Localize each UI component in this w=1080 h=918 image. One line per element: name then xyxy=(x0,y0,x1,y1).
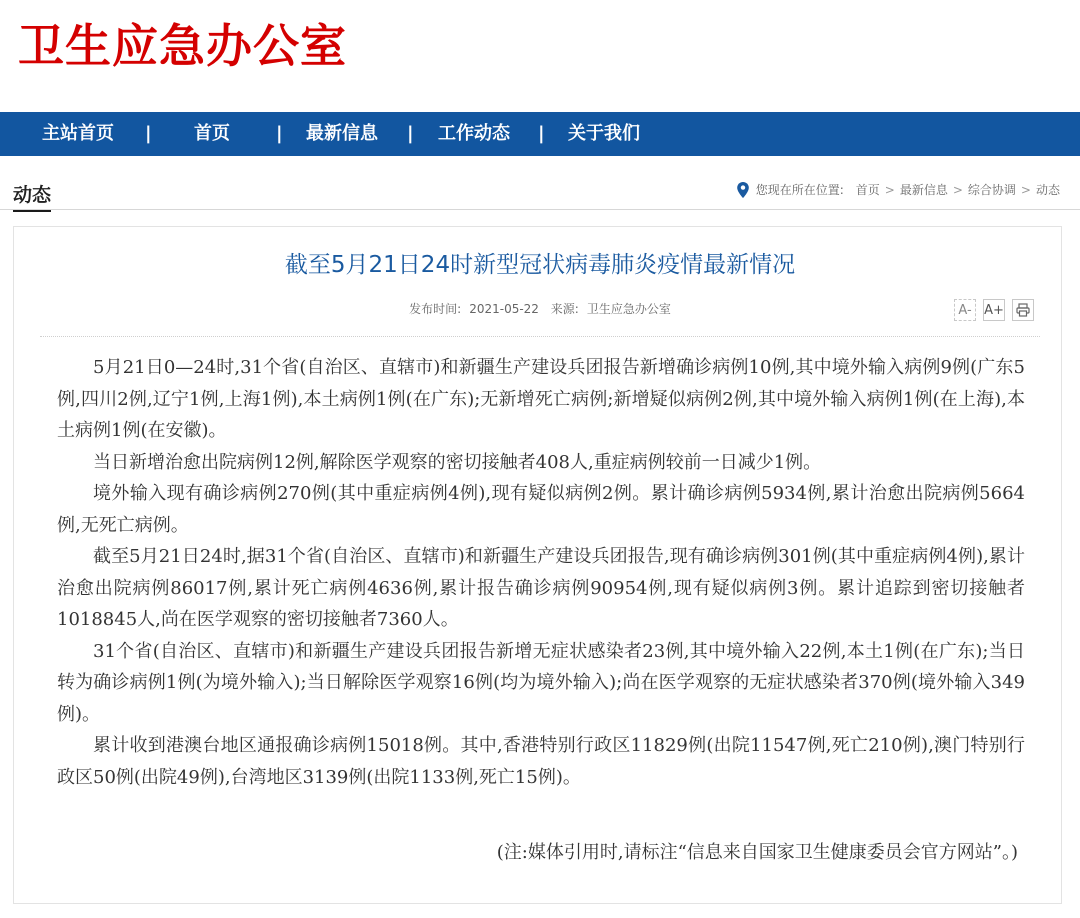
meta-divider xyxy=(40,336,1040,338)
article-paragraph: 31个省(自治区、直辖市)和新疆生产建设兵团报告新增无症状感染者23例,其中境外输入22例,本土1例(在广东);当日转为确诊病例1例(为境外输入);当日解除医学观察16例(均为境外输入);尚在医学观察的无症状感染者370例(境外输入349例)。 xyxy=(57,640,1025,725)
media-note: (注:媒体引用时,请标注“信息来自国家卫生健康委员会官方网站”。) xyxy=(496,842,1018,863)
section-title: 动态 xyxy=(13,180,51,212)
site-logo[interactable]: 卫生应急办公室 xyxy=(18,19,347,73)
article-paragraph: 境外输入现有确诊病例270例(其中重症病例4例),现有疑似病例2例。累计确诊病例5934例,累计治愈出院病例5664例,无死亡病例。 xyxy=(57,483,1025,536)
publish-date: 2021-05-22 xyxy=(469,302,539,316)
breadcrumb-separator: > xyxy=(952,182,963,197)
nav-separator: | xyxy=(407,123,414,144)
article-paragraph: 5月21日0—24时,31个省(自治区、直辖市)和新疆生产建设兵团报告新增确诊病例10例,其中境外输入病例9例(广东5例,四川2例,辽宁1例,上海1例),本土病例1例(在广东);无新增死亡病例;新增疑似病例2例,其中境外输入病例1例(在上海),本土病例1例(在安徽)。 xyxy=(57,357,1025,441)
breadcrumb-prefix: 您现在所在位置: xyxy=(755,183,844,197)
article-paragraph: 截至5月21日24时,据31个省(自治区、直辖市)和新疆生产建设兵团报告,现有确诊病例301例(其中重症病例4例),累计治愈出院病例86017例,累计死亡病例4636例,累计报告确诊病例90954例,现有疑似病例3例。累计追踪到密切接触者1018845人,尚在医学观察的密切接触者7360人。 xyxy=(57,546,1025,630)
printer-icon xyxy=(1016,303,1030,317)
article-tools xyxy=(954,299,1034,321)
article-body xyxy=(57,352,1025,793)
source-label: 来源: xyxy=(550,302,579,316)
nav-item-home[interactable]: 首页 xyxy=(194,123,230,144)
breadcrumb xyxy=(736,181,1060,198)
main-nav xyxy=(0,112,1080,156)
nav-separator: | xyxy=(145,123,152,144)
font-larger-button[interactable]: A+ xyxy=(983,299,1005,321)
article-paragraph: 累计收到港澳台地区通报确诊病例15018例。其中,香港特别行政区11829例(出院11547例,死亡210例),澳门特别行政区50例(出院49例),台湾地区3139例(出院1133例,死亡15例)。 xyxy=(57,735,1025,788)
nav-item-work[interactable]: 工作动态 xyxy=(438,123,510,144)
section-divider xyxy=(0,209,1080,210)
location-pin-icon xyxy=(736,182,750,198)
breadcrumb-separator: > xyxy=(884,182,895,197)
article-source: 卫生应急办公室 xyxy=(586,302,671,316)
print-button[interactable] xyxy=(1012,299,1034,321)
breadcrumb-home[interactable]: 首页 xyxy=(855,183,880,197)
article-title: 截至5月21日24时新型冠状病毒肺炎疫情最新情况 xyxy=(284,252,796,278)
article-paragraph: 当日新增治愈出院病例12例,解除医学观察的密切接触者408人,重症病例较前一日减少1例。 xyxy=(93,451,822,473)
article-meta xyxy=(0,300,1080,317)
nav-item-latest[interactable]: 最新信息 xyxy=(306,123,378,144)
nav-item-main-home[interactable]: 主站首页 xyxy=(42,123,114,144)
nav-item-about[interactable]: 关于我们 xyxy=(568,123,640,144)
nav-separator: | xyxy=(538,123,545,144)
breadcrumb-latest[interactable]: 最新信息 xyxy=(899,183,948,197)
nav-separator: | xyxy=(276,123,283,144)
font-smaller-button[interactable]: A- xyxy=(954,299,976,321)
breadcrumb-current[interactable]: 动态 xyxy=(1035,183,1060,197)
site-header xyxy=(0,0,1080,112)
publish-label: 发布时间: xyxy=(409,302,462,316)
breadcrumb-coordination[interactable]: 综合协调 xyxy=(967,183,1016,197)
breadcrumb-separator: > xyxy=(1020,182,1031,197)
